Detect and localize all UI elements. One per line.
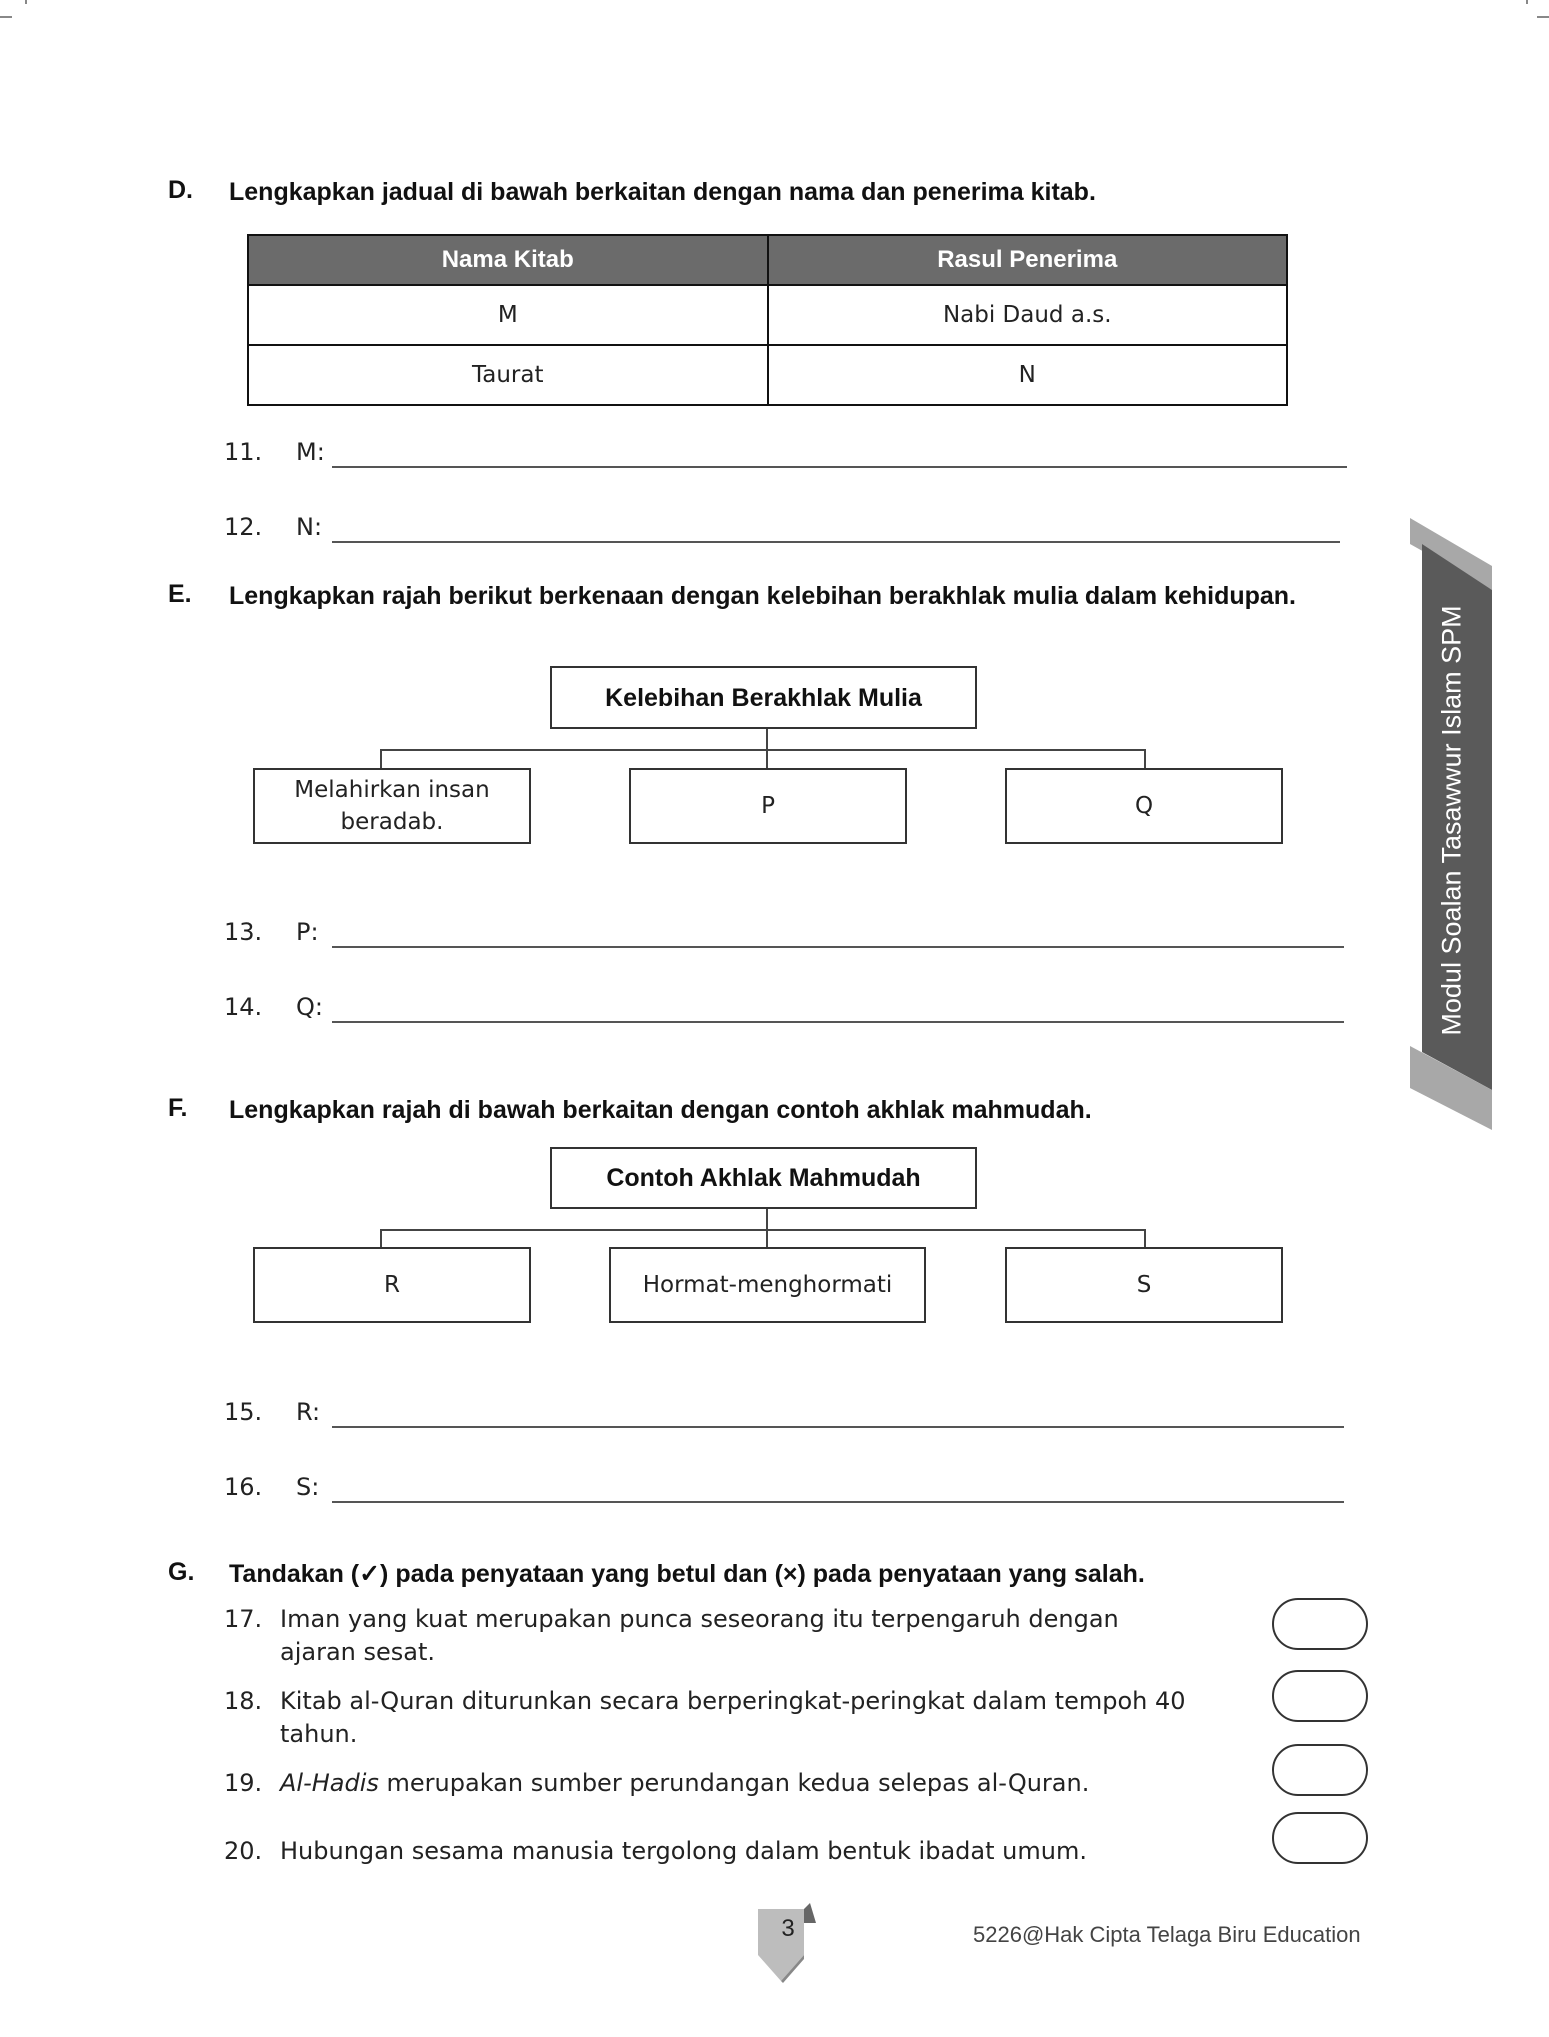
section-d-title: Lengkapkan jadual di bawah berkaitan dengan nama dan penerima kitab.: [229, 178, 1096, 206]
question-number: 11.: [224, 438, 263, 466]
section-f-title: Lengkapkan rajah di bawah berkaitan dengan contoh akhlak mahmudah.: [229, 1096, 1092, 1124]
diagram-e-child-1: Melahirkan insan beradab.: [253, 768, 531, 844]
table-header-nama-kitab: Nama Kitab: [248, 235, 768, 285]
page-number: 3: [781, 1915, 795, 1942]
table-row: [248, 285, 1287, 345]
statement-number: 19.: [224, 1769, 263, 1797]
question-label: S:: [296, 1473, 320, 1501]
diagram-f-root: Contoh Akhlak Mahmudah: [550, 1147, 977, 1209]
answer-line-15[interactable]: [332, 1426, 1344, 1428]
answer-box-20[interactable]: [1272, 1812, 1368, 1864]
table-cell: Taurat: [248, 345, 768, 405]
question-label: P:: [296, 918, 319, 946]
answer-line-12[interactable]: [332, 541, 1340, 543]
diagram-e-child-q: Q: [1005, 768, 1283, 844]
crop-mark-top-right-v: [1526, 0, 1528, 4]
diagram-f-drop-3: [1144, 1229, 1146, 1248]
table-header-row: [248, 235, 1287, 285]
section-d-letter: D.: [168, 176, 193, 204]
crop-mark-top-left: [0, 16, 12, 18]
question-number: 14.: [224, 993, 263, 1021]
side-tab-text: Modul Soalan Tasawwur Islam SPM: [1436, 604, 1467, 1036]
table-row: [248, 345, 1287, 405]
question-number: 15.: [224, 1398, 263, 1426]
diagram-e-root: Kelebihan Berakhlak Mulia: [550, 666, 977, 729]
section-g-title: Tandakan (✓) pada penyataan yang betul dan (×) pada penyataan yang salah.: [229, 1560, 1145, 1588]
answer-line-14[interactable]: [332, 1021, 1344, 1023]
diagram-e-bar: [380, 749, 1146, 751]
diagram-f-drop-2: [766, 1229, 768, 1248]
question-label: Q:: [296, 993, 323, 1021]
diagram-e-drop-1: [380, 749, 382, 769]
answer-box-18[interactable]: [1272, 1670, 1368, 1722]
diagram-f-drop-1: [380, 1229, 382, 1248]
answer-box-17[interactable]: [1272, 1598, 1368, 1650]
crop-mark-top-right: [1537, 16, 1549, 18]
section-g-letter: G.: [168, 1558, 195, 1586]
section-e-letter: E.: [168, 580, 192, 608]
diagram-f-child-2: Hormat-menghormati: [609, 1247, 926, 1323]
crop-mark-top-left-v: [25, 0, 27, 4]
table-header-rasul-penerima: Rasul Penerima: [768, 235, 1288, 285]
question-label: M:: [296, 438, 325, 466]
diagram-f-stem: [766, 1209, 768, 1230]
diagram-f-bar: [380, 1229, 1146, 1231]
diagram-e-drop-2: [766, 749, 768, 769]
question-number: 13.: [224, 918, 263, 946]
diagram-f-child-r: R: [253, 1247, 531, 1323]
statement-text: Kitab al-Quran diturunkan secara berperingkat-peringkat dalam tempoh 40 tahun.: [280, 1687, 1186, 1748]
statement-text: [280, 1767, 1220, 1800]
statement-number: 20.: [224, 1837, 263, 1865]
statement-text: Hubungan sesama manusia tergolong dalam bentuk ibadat umum.: [280, 1837, 1087, 1865]
statement-number: 18.: [224, 1687, 263, 1715]
diagram-f-child-s: S: [1005, 1247, 1283, 1323]
section-e-title: Lengkapkan rajah berikut berkenaan dengan kelebihan berakhlak mulia dalam kehidupan.: [229, 582, 1297, 610]
table-cell: M: [248, 285, 768, 345]
answer-line-16[interactable]: [332, 1501, 1344, 1503]
table-cell: N: [768, 345, 1288, 405]
statement-text-rest: merupakan sumber perundangan kedua selepas al-Quran.: [378, 1769, 1090, 1797]
section-f-letter: F.: [168, 1094, 188, 1122]
statement-text: Iman yang kuat merupakan punca seseorang itu terpengaruh dengan ajaran sesat.: [280, 1605, 1119, 1666]
table-cell: Nabi Daud a.s.: [768, 285, 1288, 345]
answer-line-13[interactable]: [332, 946, 1344, 948]
question-number: 12.: [224, 513, 263, 541]
statement-italic-term: Al-Hadis: [280, 1769, 379, 1797]
question-number: 16.: [224, 1473, 263, 1501]
side-tab-label: [1422, 560, 1482, 1080]
answer-line-11[interactable]: [332, 466, 1347, 468]
question-label: R:: [296, 1398, 321, 1426]
diagram-e-stem: [766, 729, 768, 750]
question-label: N:: [296, 513, 323, 541]
statement-number: 17.: [224, 1605, 263, 1633]
diagram-e-drop-3: [1144, 749, 1146, 769]
answer-box-19[interactable]: [1272, 1744, 1368, 1796]
diagram-e-child-p: P: [629, 768, 907, 844]
kitab-table: [247, 234, 1288, 406]
copyright-text: 5226@Hak Cipta Telaga Biru Education: [973, 1922, 1361, 1947]
